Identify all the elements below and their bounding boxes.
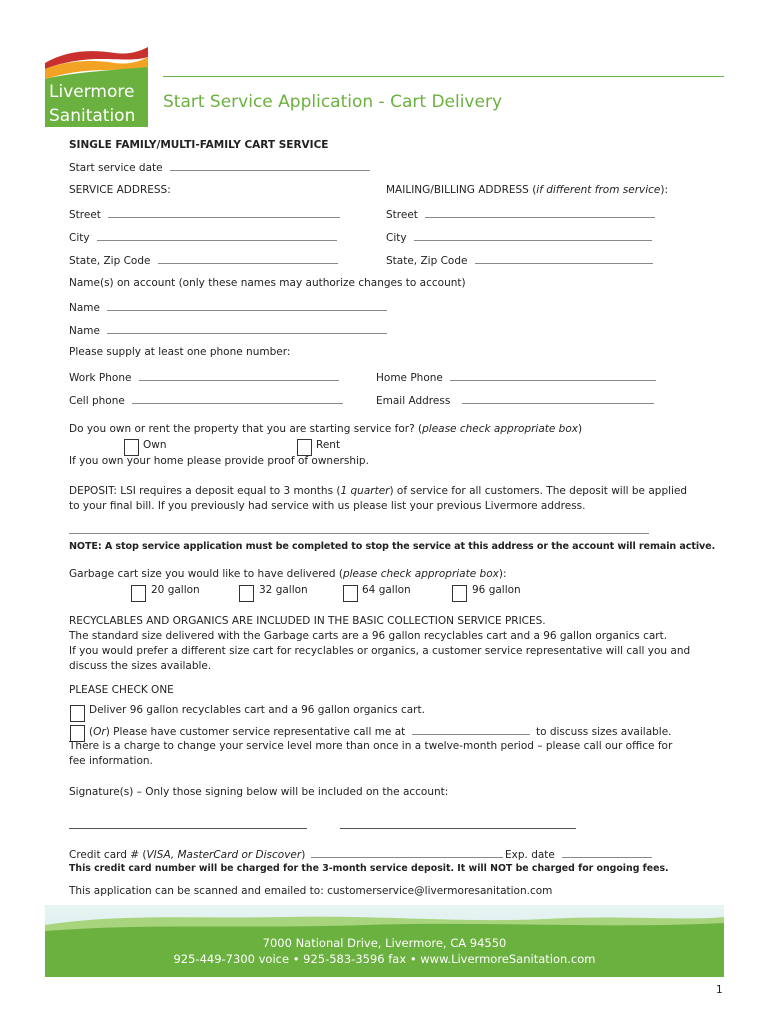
service-statezip-label: State, Zip Code [69,255,151,267]
footer-address: 7000 National Drive, Livermore, CA 94550 [262,936,507,950]
start-date-label: Start service date [69,162,163,174]
own-checkbox[interactable] [124,439,139,456]
rent-label: Rent [316,439,341,451]
exp-date-label: Exp. date [505,849,555,861]
recyclables-heading: RECYCLABLES AND ORGANICS ARE INCLUDED IN THE BASIC COLLECTION SERVICE PRICES. [69,615,546,627]
home-phone-field[interactable] [450,370,656,381]
stop-service-note: NOTE: A stop service application must be completed to stop the service at this address or the account will remain active. [69,541,716,552]
own-rent-question: Do you own or rent the property that you are starting service for? (please check appropriate box) [69,423,583,435]
size-96-label: 96 gallon [472,584,521,596]
mailing-street-label: Street [386,209,418,221]
footer-contact [45,935,724,967]
service-city-label: City [69,232,90,244]
cell-phone-label: Cell phone [69,395,125,407]
cell-phone-field[interactable] [132,393,343,404]
email-field[interactable] [462,393,654,404]
mailing-street-field[interactable] [425,207,655,218]
name-field-2[interactable] [107,323,387,334]
home-phone-label: Home Phone [376,372,443,384]
mailing-city-field[interactable] [414,230,652,241]
names-intro: Name(s) on account (only these names may authorize changes to account) [69,277,466,289]
garbage-question: Garbage cart size you would like to have delivered (please check appropriate box): [69,568,507,580]
svg-text:Livermore: Livermore [49,82,135,102]
cell-phone-row [69,393,343,407]
size-64-checkbox[interactable] [343,585,358,602]
service-street-row [69,207,340,221]
signature-line-2[interactable] [340,828,576,829]
proof-text: If you own your home please provide proof of ownership. [69,455,369,467]
exp-date-field[interactable] [562,847,652,858]
size-32-checkbox[interactable] [239,585,254,602]
callback-phone-field[interactable] [412,724,530,735]
mailing-address-heading: MAILING/BILLING ADDRESS (if different from service): [386,184,669,196]
mailing-city-row [386,230,652,244]
start-date-field[interactable] [170,160,370,171]
name-label: Name [69,302,100,314]
deposit-text: DEPOSIT: LSI requires a deposit equal to 3 months (1 quarter) of service for all customers. The deposit will be applied [69,485,688,497]
start-date-row [69,160,370,174]
signature-line-1[interactable] [69,828,307,829]
home-phone-row [376,370,656,384]
service-statezip-field[interactable] [158,253,338,264]
header-rule [163,76,724,77]
recyclables-text-3: discuss the sizes available. [69,660,212,672]
exp-date-row [505,847,652,861]
signature-intro: Signature(s) – Only those signing below will be included on the account: [69,786,449,798]
size-20-checkbox[interactable] [131,585,146,602]
deposit-text-2: to your final bill. If you previously had service with us please list your previous Livermore address. [69,500,586,512]
charge-text-2: fee information. [69,755,153,767]
email-note: This application can be scanned and emailed to: customerservice@livermoresanitation.com [69,885,553,897]
section-heading: SINGLE FAMILY/MULTI-FAMILY CART SERVICE [69,139,329,151]
work-phone-field[interactable] [139,370,339,381]
rent-checkbox[interactable] [297,439,312,456]
service-street-field[interactable] [108,207,340,218]
mailing-street-row [386,207,655,221]
email-label: Email Address [376,395,451,407]
livermore-sanitation-logo [45,47,148,127]
service-statezip-row [69,253,338,267]
own-label: Own [143,439,167,451]
service-city-field[interactable] [97,230,337,241]
credit-card-note: This credit card number will be charged for the 3-month service deposit. It will NOT be charged for ongoing fees. [69,863,669,874]
email-row [376,393,654,407]
work-phone-row [69,370,339,384]
size-20-label: 20 gallon [151,584,200,596]
recyclables-text-1: The standard size delivered with the Garbage carts are a 96 gallon recyclables cart and a 96 gallon organics cart. [69,630,668,642]
size-32-label: 32 gallon [259,584,308,596]
service-street-label: Street [69,209,101,221]
size-64-label: 64 gallon [362,584,411,596]
option-deliver-checkbox[interactable] [70,705,85,722]
name-label: Name [69,325,100,337]
phone-intro: Please supply at least one phone number: [69,346,291,358]
page-number: 1 [716,984,723,996]
size-96-checkbox[interactable] [452,585,467,602]
name-row-1 [69,300,387,314]
page-title: Start Service Application - Cart Delivery [163,92,503,112]
mailing-city-label: City [386,232,407,244]
credit-card-field[interactable] [311,847,503,858]
option-call-label: (Or) Please have customer service representative call me at to discuss sizes available. [89,726,672,738]
work-phone-label: Work Phone [69,372,132,384]
service-address-heading: SERVICE ADDRESS: [69,184,171,196]
option-deliver-label: Deliver 96 gallon recyclables cart and a 96 gallon organics cart. [89,704,425,716]
recyclables-text-2: If you would prefer a different size cart for recyclables or organics, a customer service representative will call you and [69,645,691,657]
service-city-row [69,230,337,244]
previous-address-field[interactable] [69,533,649,534]
name-row-2 [69,323,387,337]
credit-card-row: Credit card # (VISA, MasterCard or Discover) [69,847,503,861]
name-field-1[interactable] [107,300,387,311]
mailing-statezip-row [386,253,653,267]
charge-text-1: There is a charge to change your service level more than once in a twelve-month period – please call our office for [69,740,673,752]
mailing-statezip-label: State, Zip Code [386,255,468,267]
svg-text:Sanitation: Sanitation [49,106,136,126]
mailing-statezip-field[interactable] [475,253,653,264]
check-one-heading: PLEASE CHECK ONE [69,684,174,696]
footer-phone-web: 925-449-7300 voice • 925-583-3596 fax • www.LivermoreSanitation.com [173,952,596,966]
